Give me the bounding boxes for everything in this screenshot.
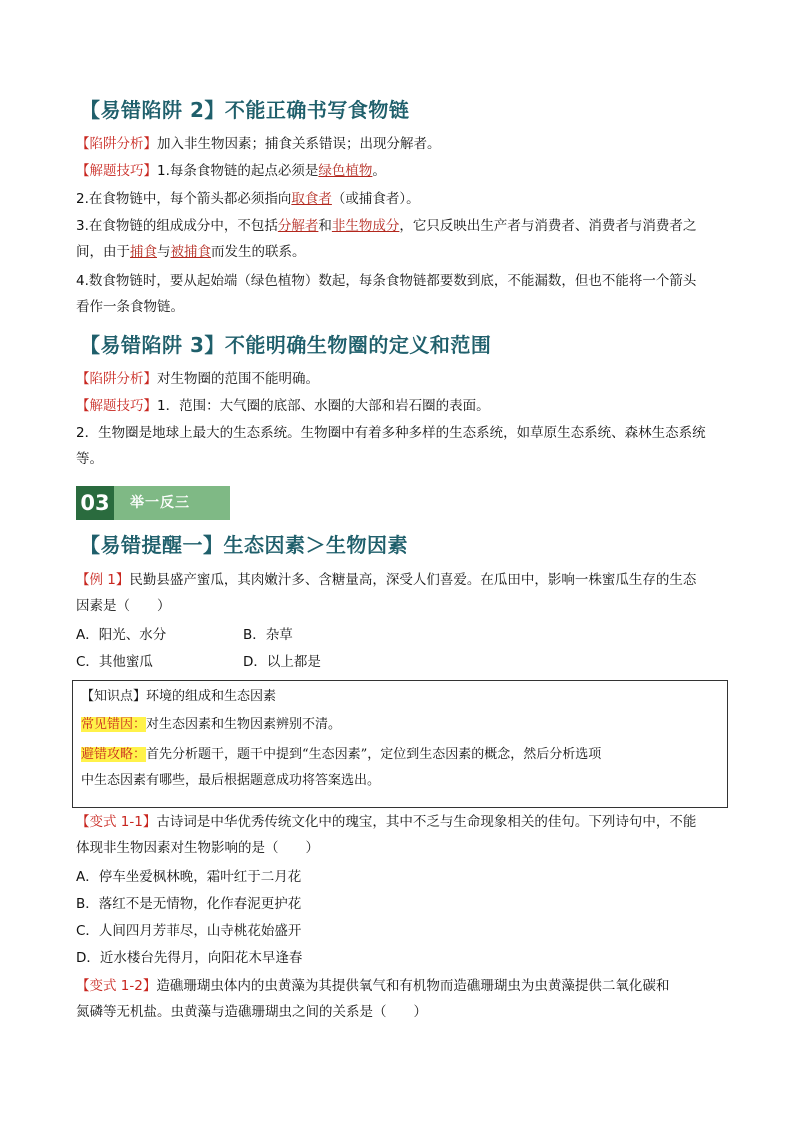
- variant1-1-tag: 【变式 1-1】: [76, 814, 157, 830]
- trap3-tip1-text: 1．范围：大气圈的底部、水圈的大部和岩石圈的表面。: [157, 398, 490, 414]
- section-label: 举一反三: [130, 495, 190, 511]
- example1-option-d: D．以上都是: [243, 654, 321, 670]
- reminder-heading: 【易错提醒一】生态因素＞生物因素: [80, 533, 408, 557]
- trap3-analysis-text: 对生物圈的范围不能明确。: [157, 371, 319, 387]
- trap2-tip4-line1: 4.数食物链时，要从起始端（绿色植物）数起，每条食物链都要数到底，不能漏数，但也不能将一个箭头: [76, 273, 697, 289]
- avoid-strategy: [81, 742, 721, 794]
- avoid-strategy-text: 首先分析题干，题干中提到“生态因素”，定位到生态因素的概念，然后分析选项: [146, 747, 602, 762]
- example1-tag: 【例 1】: [76, 572, 130, 588]
- trap3-tip2-line2: 等。: [76, 451, 103, 467]
- variant1-1-option-d: D．近水楼台先得月，向阳花木早逢春: [76, 950, 303, 966]
- variant1-2-tag: 【变式 1-2】: [76, 978, 157, 994]
- variant1-1-option-b: B．落红不是无情物，化作春泥更护花: [76, 896, 302, 912]
- trap2-tip3-keyword3: 捕食: [130, 244, 157, 260]
- variant1-2-line2: 氮磷等无机盐。虫黄藻与造礁珊瑚虫之间的关系是（ ）: [76, 1004, 427, 1020]
- variant1-1-line1: 古诗词是中华优秀传统文化中的瑰宝，其中不乏与生命现象相关的佳句。下列诗句中，不能: [156, 814, 697, 830]
- trap3-analysis: [76, 366, 728, 392]
- trap3-heading: 【易错陷阱 3】不能明确生物圈的定义和范围: [80, 333, 492, 357]
- trap3-tip1: [76, 393, 728, 419]
- variant1-1-question: [76, 809, 728, 861]
- trap2-tip1-end: 。: [372, 163, 386, 179]
- trap2-tip1: [76, 158, 728, 184]
- trap2-tip2-keyword: 取食者: [291, 191, 332, 207]
- trap2-tip2-end: （或捕食者）。: [331, 191, 420, 207]
- trap2-tip3-text-f: 而发生的联系。: [211, 244, 306, 260]
- trap2-tip3-text-a: 3.在食物链的组成成分中，不包括: [76, 218, 278, 234]
- section-number: 03: [76, 486, 114, 520]
- trap2-tip1-text: 1.每条食物链的起点必须是: [157, 163, 319, 179]
- example1-option-b: B．杂草: [243, 627, 293, 643]
- trap2-analysis-tag: 【陷阱分析】: [76, 136, 157, 152]
- trap2-analysis: [76, 131, 728, 157]
- trap2-tip3-text-e: 与: [157, 244, 171, 260]
- avoid-strategy-line2: 中生态因素有哪些，最后根据题意成功将答案选出。: [81, 773, 381, 788]
- common-error-tag: 常见错因：: [81, 717, 147, 732]
- variant1-1-line2: 体现非生物因素对生物影响的是（ ）: [76, 840, 319, 856]
- trap2-tip2: [76, 186, 728, 212]
- trap2-tip3-text-c: ，它只反映出生产者与消费者、消费者与消费者之: [399, 218, 697, 234]
- variant1-2-line1: 造礁珊瑚虫体内的虫黄藻为其提供氧气和有机物而造礁珊瑚虫为虫黄藻提供二氧化碳和: [156, 978, 670, 994]
- example1-option-c: C．其他蜜瓜: [76, 654, 153, 670]
- example1-question: [76, 567, 728, 619]
- trap2-tip1-keyword: 绿色植物: [318, 163, 373, 179]
- trap3-tip2: [76, 420, 728, 472]
- trap2-analysis-text: 加入非生物因素；捕食关系错误；出现分解者。: [157, 136, 441, 152]
- avoid-strategy-tag: 避错攻略：: [81, 747, 147, 762]
- trap2-tip3: [76, 213, 728, 265]
- trap2-tip3-keyword1: 分解者: [277, 218, 319, 234]
- common-error: [81, 712, 721, 738]
- trap3-tip2-line1: 2．生物圈是地球上最大的生态系统。生物圈中有着多种多样的生态系统，如草原生态系统、森林生态系统: [76, 425, 706, 441]
- trap2-heading: 【易错陷阱 2】不能正确书写食物链: [80, 98, 410, 122]
- variant1-1-option-c: C．人间四月芳菲尽，山寺桃花始盛开: [76, 923, 302, 939]
- knowledge-box: [72, 680, 728, 808]
- trap2-tip3-keyword4: 被捕食: [170, 244, 211, 260]
- variant1-2-question: [76, 973, 728, 1025]
- trap2-tip2-text: 2.在食物链中，每个箭头都必须指向: [76, 191, 292, 207]
- knowledge-point: 【知识点】环境的组成和生态因素: [81, 689, 277, 704]
- trap2-tip3-keyword2: 非生物成分: [331, 218, 400, 234]
- common-error-text: 对生态因素和生物因素辨别不清。: [146, 717, 342, 732]
- trap2-tip3-text-d: 间，由于: [76, 244, 130, 260]
- trap2-tip4-line2: 看作一条食物链。: [76, 299, 184, 315]
- trap2-tip3-text-b: 和: [318, 218, 332, 234]
- variant1-1-option-a: A．停车坐爱枫林晚，霜叶红于二月花: [76, 869, 302, 885]
- example1-option-a: A．阳光、水分: [76, 627, 167, 643]
- trap3-tips-tag: 【解题技巧】: [76, 398, 157, 414]
- trap2-tip4: [76, 268, 728, 320]
- example1-line1: 民勤县盛产蜜瓜，其肉嫩汁多、含糖量高，深受人们喜爱。在瓜田中，影响一株蜜瓜生存的生态: [129, 572, 697, 588]
- section-banner: [76, 486, 230, 520]
- trap3-analysis-tag: 【陷阱分析】: [76, 371, 157, 387]
- example1-line2: 因素是（ ）: [76, 598, 171, 614]
- trap2-tips-tag: 【解题技巧】: [76, 163, 157, 179]
